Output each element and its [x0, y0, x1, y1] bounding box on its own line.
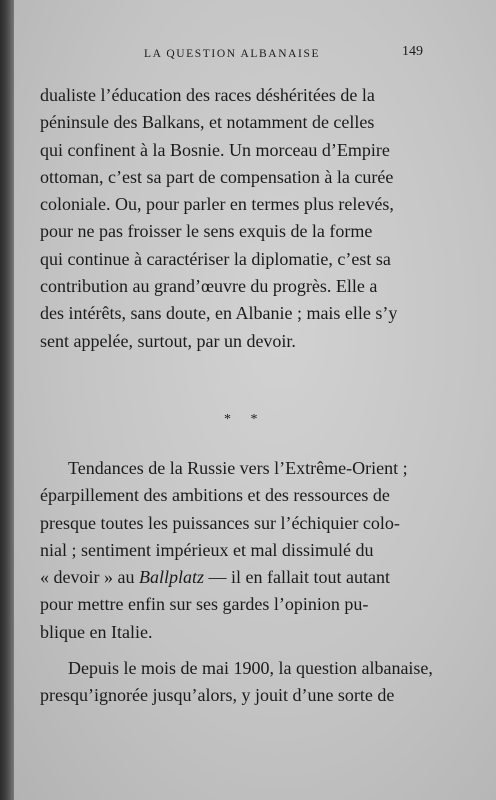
running-head: LA QUESTION ALBANAISE: [144, 48, 321, 60]
text-segment: « devoir » au: [40, 567, 139, 588]
text-line: dualiste l’éducation des races déshéritées de la: [40, 85, 375, 105]
text-line: Depuis le mois de mai 1900, la question albanaise,: [68, 658, 433, 678]
paragraph-3: [40, 655, 440, 710]
text-line: des intérêts, sans doute, en Albanie ; mais elle s’y: [40, 303, 398, 324]
section-separator: * *: [224, 412, 266, 427]
text-line: ottoman, c’est sa part de compensation à la curée: [40, 166, 394, 187]
book-spine-shadow: [0, 0, 14, 800]
paragraph-1: [40, 82, 440, 355]
text-line: qui continue à caractériser la diplomatie, c’est sa: [40, 248, 391, 269]
text-line: pour ne pas froisser le sens exquis de la forme: [40, 221, 373, 242]
book-page: [14, 0, 496, 800]
text-segment: — il en fallait tout autant: [204, 567, 390, 588]
text-line: presqu’ignorée jusqu’alors, y jouit d’une sorte de: [40, 685, 395, 706]
text-line: blique en Italie.: [40, 621, 153, 642]
page-number: 149: [402, 44, 423, 59]
text-line: nial ; sentiment impérieux et mal dissimulé du: [40, 539, 374, 560]
paragraph-2: [40, 455, 440, 646]
italic-term: Ballplatz: [138, 567, 204, 588]
text-line: qui confinent à la Bosnie. Un morceau d’Empire: [40, 139, 390, 160]
text-line: éparpillement des ambitions et des ressources de: [40, 485, 390, 506]
text-line: coloniale. Ou, pour parler en termes plus relevés,: [40, 194, 394, 215]
text-line: pour mettre enfin sur ses gardes l’opinion pu-: [40, 594, 369, 615]
text-line: contribution au grand’œuvre du progrès. Elle a: [40, 276, 378, 297]
text-line: sent appelée, surtout, par un devoir.: [40, 330, 296, 351]
text-line: Tendances de la Russie vers l’Extrême-Orient ;: [68, 458, 408, 478]
text-line: presque toutes les puissances sur l’échiquier colo-: [40, 512, 400, 533]
text-line: [40, 564, 440, 591]
text-line: péninsule des Balkans, et notamment de celles: [40, 112, 375, 133]
